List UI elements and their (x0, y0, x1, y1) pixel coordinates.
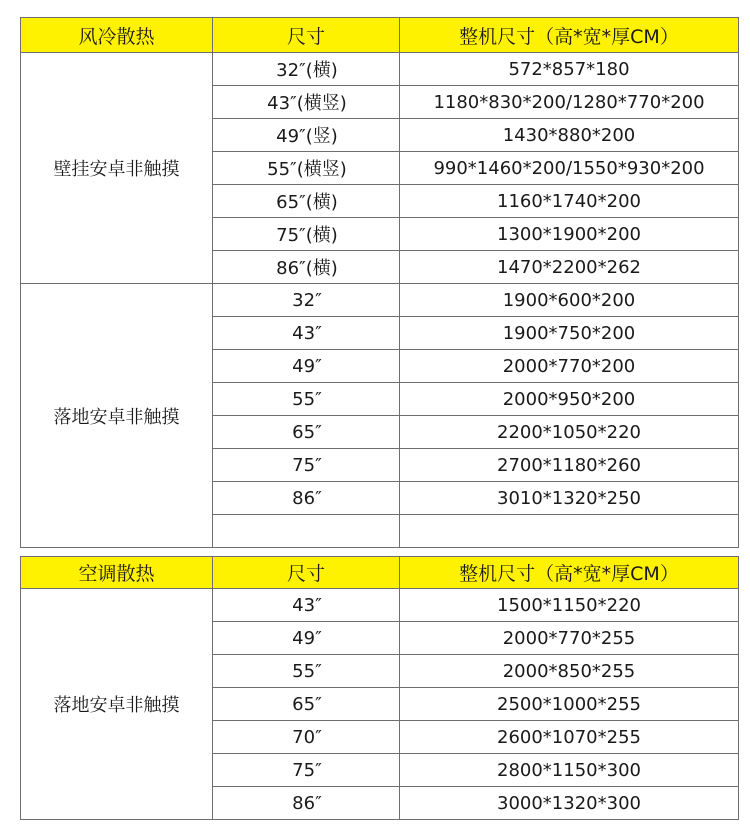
dims-cell: 2200*1050*220 (400, 416, 739, 449)
size-cell: 32″ (213, 284, 400, 317)
dims-cell: 2700*1180*260 (400, 449, 739, 482)
dims-cell: 1500*1150*220 (400, 589, 739, 622)
dims-cell: 1180*830*200/1280*770*200 (400, 86, 739, 119)
size-cell: 43″ (213, 317, 400, 350)
header-dimensions: 整机尺寸（高*宽*厚CM） (400, 18, 739, 53)
header-size: 尺寸 (213, 18, 400, 53)
size-cell: 86″ (213, 482, 400, 515)
size-cell: 86″(横) (213, 251, 400, 284)
dims-cell: 1300*1900*200 (400, 218, 739, 251)
size-cell: 75″ (213, 449, 400, 482)
dims-cell: 2000*770*200 (400, 350, 739, 383)
table-row (21, 53, 739, 86)
size-cell: 75″ (213, 754, 400, 787)
dims-cell: 1900*600*200 (400, 284, 739, 317)
size-cell: 43″ (213, 589, 400, 622)
header-dimensions: 整机尺寸（高*宽*厚CM） (400, 557, 739, 589)
dims-cell: 1900*750*200 (400, 317, 739, 350)
header-cooling-type: 风冷散热 (21, 18, 213, 53)
dims-cell: 1160*1740*200 (400, 185, 739, 218)
size-cell: 65″ (213, 416, 400, 449)
size-cell: 32″(横) (213, 53, 400, 86)
dims-cell: 2500*1000*255 (400, 688, 739, 721)
header-cooling-type: 空调散热 (21, 557, 213, 589)
size-cell: 55″ (213, 655, 400, 688)
size-cell: 65″ (213, 688, 400, 721)
size-cell: 70″ (213, 721, 400, 754)
size-cell: 75″(横) (213, 218, 400, 251)
dims-cell: 2800*1150*300 (400, 754, 739, 787)
table-header (21, 18, 739, 53)
dims-cell: 2000*950*200 (400, 383, 739, 416)
size-cell: 43″(横竖) (213, 86, 400, 119)
header-size: 尺寸 (213, 557, 400, 589)
table-row (21, 589, 739, 622)
dims-cell: 2600*1070*255 (400, 721, 739, 754)
size-cell: 49″(竖) (213, 119, 400, 152)
size-cell: 49″ (213, 350, 400, 383)
size-cell: 55″ (213, 383, 400, 416)
dims-cell: 1430*880*200 (400, 119, 739, 152)
dims-cell (400, 515, 739, 548)
size-cell: 55″(横竖) (213, 152, 400, 185)
dims-cell: 1470*2200*262 (400, 251, 739, 284)
dims-cell: 2000*850*255 (400, 655, 739, 688)
group-label: 壁挂安卓非触摸 (21, 53, 213, 284)
ac-cooling-table (20, 556, 739, 820)
size-cell: 65″(横) (213, 185, 400, 218)
size-cell: 49″ (213, 622, 400, 655)
size-cell (213, 515, 400, 548)
air-cooling-table (20, 17, 739, 548)
table-header (21, 557, 739, 589)
dims-cell: 990*1460*200/1550*930*200 (400, 152, 739, 185)
group-label: 落地安卓非触摸 (21, 589, 213, 820)
size-cell: 86″ (213, 787, 400, 820)
dims-cell: 3000*1320*300 (400, 787, 739, 820)
table-row (21, 284, 739, 317)
dims-cell: 3010*1320*250 (400, 482, 739, 515)
group-label: 落地安卓非触摸 (21, 284, 213, 548)
dims-cell: 2000*770*255 (400, 622, 739, 655)
dims-cell: 572*857*180 (400, 53, 739, 86)
